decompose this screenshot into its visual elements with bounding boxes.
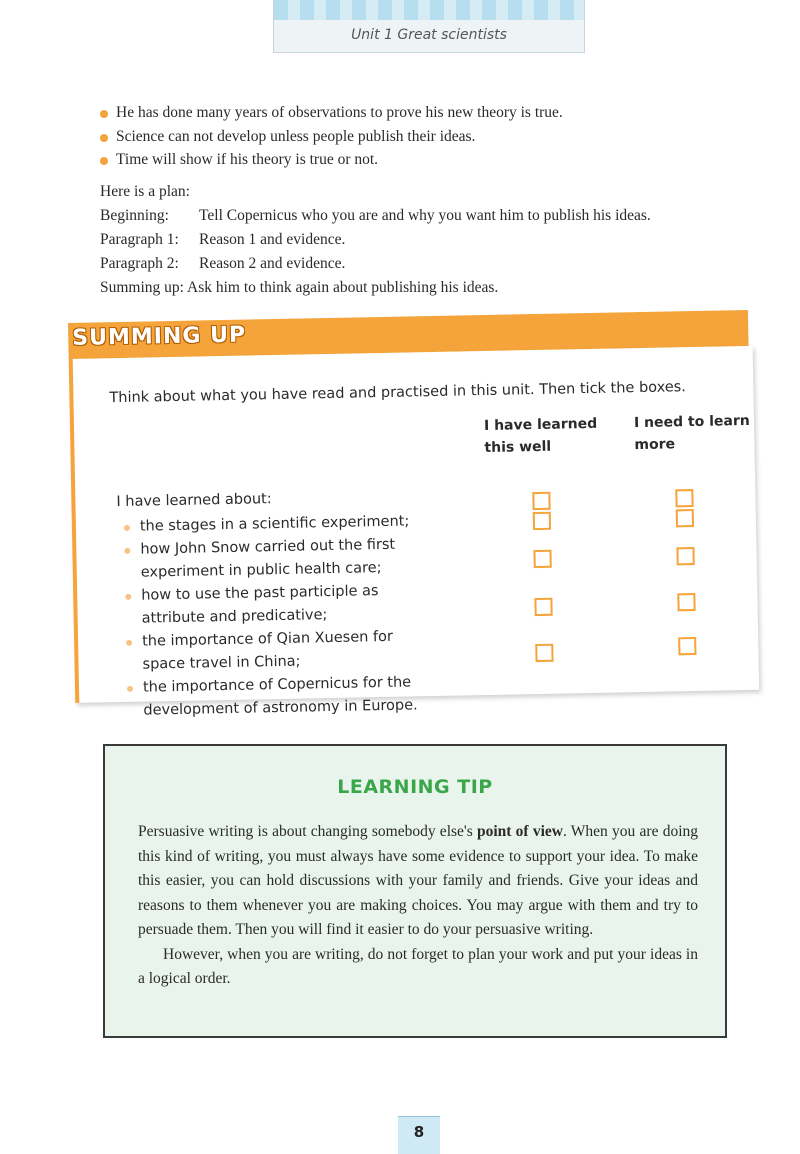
topic-line: how to use the past participle as bbox=[141, 583, 379, 604]
plan-paragraph-1 bbox=[100, 228, 651, 252]
topic-line: development of astronomy in Europe. bbox=[143, 697, 418, 719]
unit-title: Unit 1 Great scientists bbox=[351, 27, 507, 43]
summing-up-panel bbox=[69, 346, 759, 719]
list-item bbox=[124, 625, 417, 677]
checkbox-learned[interactable] bbox=[533, 512, 551, 530]
checkbox-learned[interactable] bbox=[533, 550, 551, 568]
topic-list bbox=[122, 510, 418, 723]
bullet-list bbox=[100, 101, 563, 172]
topic-line: the importance of Copernicus for the bbox=[142, 674, 412, 696]
topic-line: the stages in a scientific experiment; bbox=[139, 513, 410, 535]
plan-label: Paragraph 1: bbox=[100, 231, 179, 248]
tip-paragraph bbox=[138, 820, 698, 943]
header-wave-decoration bbox=[274, 0, 584, 20]
list-item: He has done many years of observations to prove his new theory is true. bbox=[100, 101, 563, 125]
learning-tip-text bbox=[138, 820, 698, 992]
checkbox-learned[interactable] bbox=[535, 644, 553, 662]
summing-up-box bbox=[68, 310, 755, 719]
column-header-learned bbox=[484, 413, 598, 459]
topic-line: space travel in China; bbox=[142, 653, 301, 673]
plan-text: Tell Copernicus who you are and why you want him to publish his ideas. bbox=[199, 207, 651, 224]
summing-up-title: SUMMING UP bbox=[72, 322, 247, 351]
plan-text: Reason 2 and evidence. bbox=[199, 255, 346, 272]
topic-line: the importance of Qian Xuesen for bbox=[141, 628, 394, 650]
writing-plan bbox=[100, 180, 651, 300]
learning-tip-title: LEARNING TIP bbox=[337, 776, 493, 798]
plan-label: Beginning: bbox=[100, 207, 169, 224]
plan-label: Summing up: bbox=[100, 279, 184, 296]
plan-summing-up bbox=[100, 276, 651, 300]
learned-label: I have learned about: bbox=[116, 491, 272, 511]
topic-line: experiment in public health care; bbox=[140, 560, 382, 581]
tip-bold-term: point of view bbox=[476, 823, 563, 840]
column-header-need-more bbox=[634, 410, 751, 456]
topic-line: attribute and predicative; bbox=[141, 607, 328, 627]
page-number: 8 bbox=[398, 1116, 440, 1154]
column-header-line: this well bbox=[484, 438, 552, 457]
column-header-line: I need to learn bbox=[633, 412, 750, 432]
list-item: Science can not develop unless people publish their ideas. bbox=[100, 125, 563, 149]
list-item: Time will show if his theory is true or not. bbox=[100, 148, 563, 172]
learning-tip-box bbox=[103, 744, 727, 1038]
tip-paragraph: However, when you are writing, do not forget to plan your work and put your ideas in a logical order. bbox=[138, 945, 698, 987]
list-item bbox=[123, 579, 416, 631]
list-item bbox=[125, 671, 418, 723]
unit-header bbox=[273, 0, 585, 53]
topic-line: how John Snow carried out the first bbox=[140, 536, 396, 558]
checkbox-need-more[interactable] bbox=[677, 593, 695, 611]
checkbox-learned[interactable] bbox=[534, 598, 552, 616]
checkbox-need-more[interactable] bbox=[678, 637, 696, 655]
checkbox-need-more[interactable] bbox=[675, 489, 693, 507]
checkbox-need-more[interactable] bbox=[676, 547, 694, 565]
summing-up-intro: Think about what you have read and practised in this unit. Then tick the boxes. bbox=[109, 379, 686, 407]
tip-text-span: . When you are doing this kind of writing, you must always have some evidence to support your idea. To make this easier, you can hold discussions with your family and friends. Give your ideas and reasons to them whenever you are making choices. You may argue with them and try to persuade them. Then you will find it easier to do your persuasive writing. bbox=[138, 823, 699, 938]
list-item bbox=[122, 533, 415, 585]
plan-text: Reason 1 and evidence. bbox=[199, 231, 346, 248]
plan-label: Paragraph 2: bbox=[100, 255, 179, 272]
plan-intro: Here is a plan: bbox=[100, 183, 190, 200]
checkbox-need-more[interactable] bbox=[676, 509, 694, 527]
checkbox-learned[interactable] bbox=[532, 492, 550, 510]
column-header-line: more bbox=[634, 436, 676, 454]
plan-paragraph-2 bbox=[100, 252, 651, 276]
plan-text: Ask him to think again about publishing his ideas. bbox=[187, 279, 499, 296]
tip-text-span: Persuasive writing is about changing somebody else's bbox=[138, 823, 477, 840]
column-header-line: I have learned bbox=[483, 415, 598, 435]
plan-beginning bbox=[100, 204, 651, 228]
